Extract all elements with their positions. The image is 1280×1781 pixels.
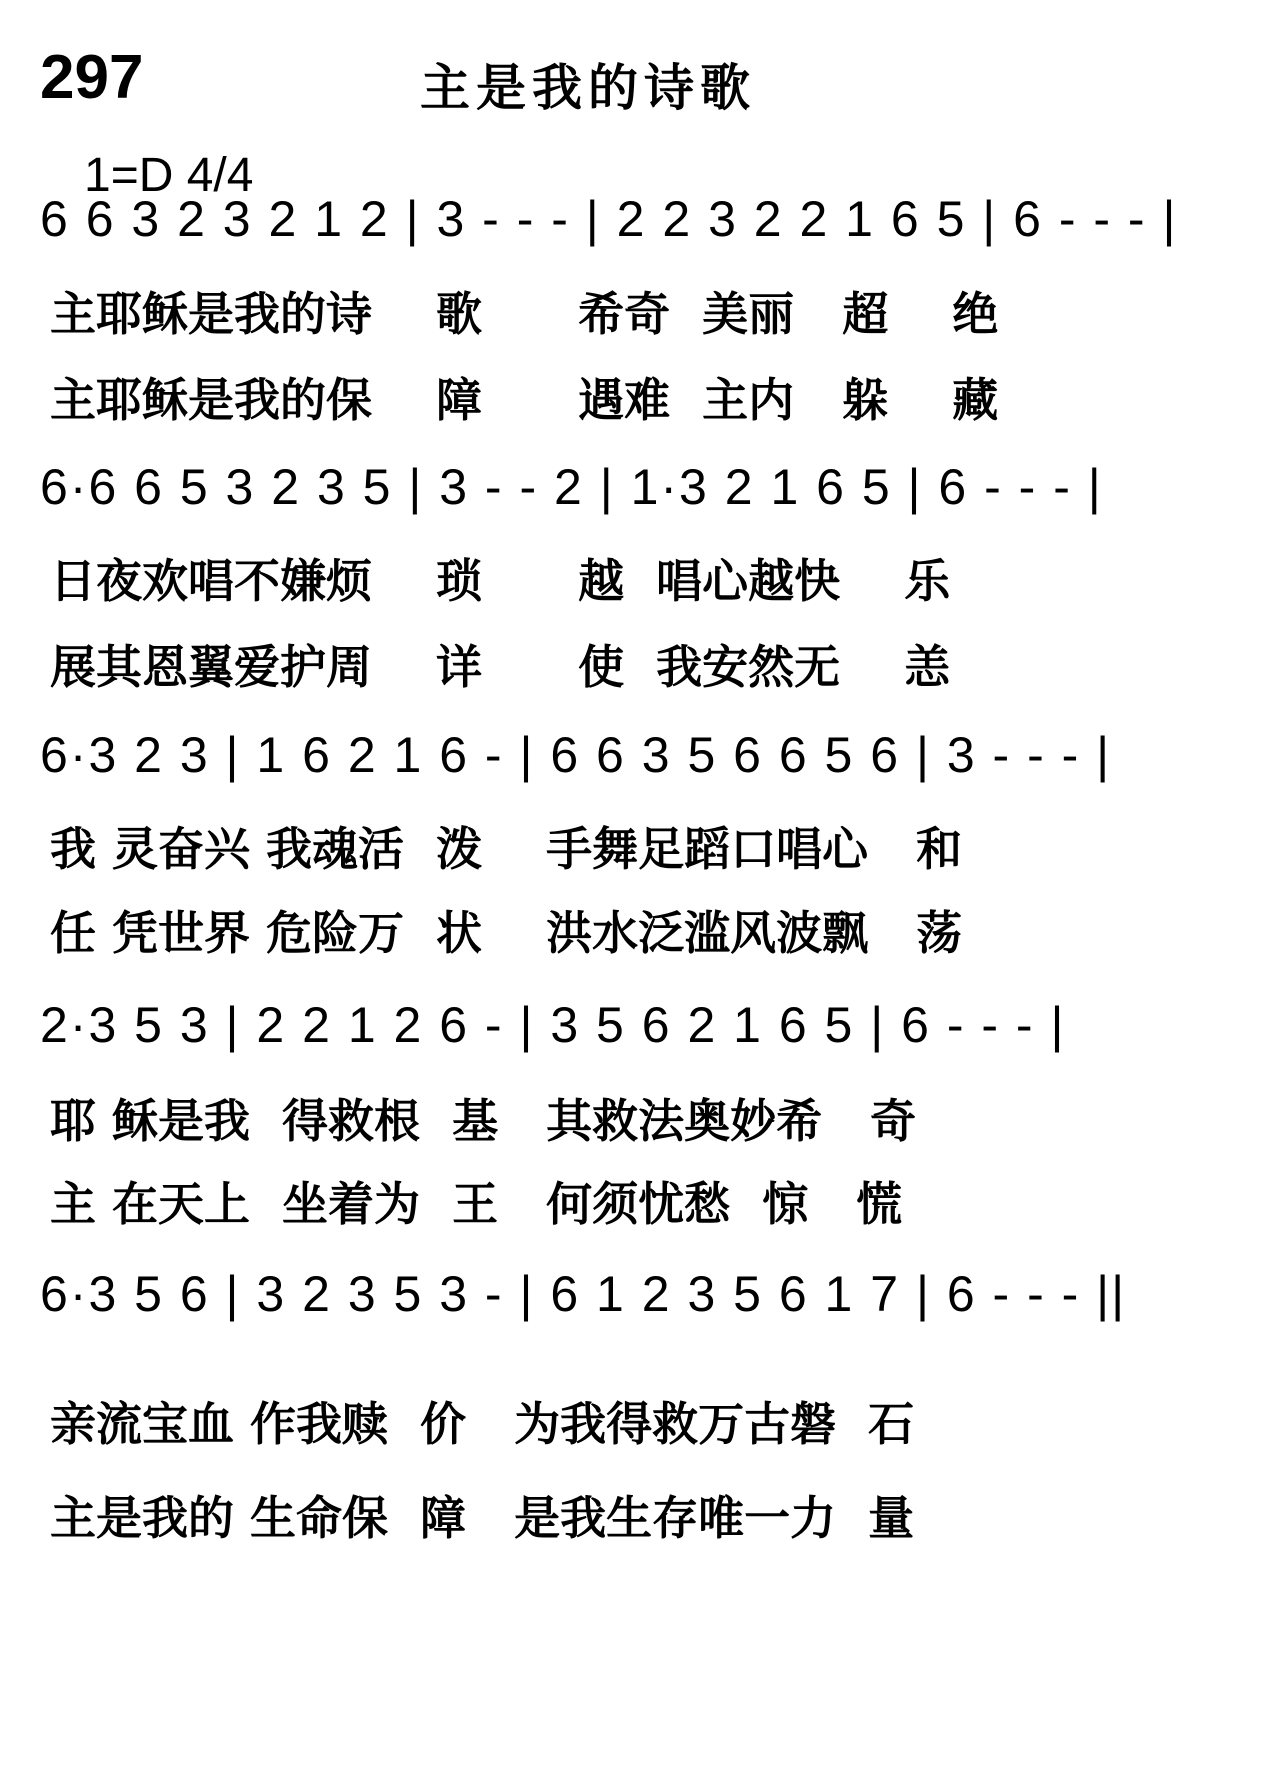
lyric-line-2-verse-1: 日夜欢唱不嫌烦 琐 越 唱心越快 乐 bbox=[50, 554, 951, 608]
notation-line-1: 6 6 3 2 3 2 1 2 | 3 - - - | 2 2 3 2 2 1 6 5 | 6 - - - | bbox=[40, 191, 1178, 247]
lyric-line-5-verse-1: 亲流宝血 作我赎 价 为我得救万古磐 石 bbox=[50, 1397, 915, 1451]
lyric-line-3-verse-2: 任 凭世界 危险万 状 洪水泛滥风波飘 荡 bbox=[50, 906, 963, 960]
hymn-number: 297 bbox=[40, 43, 144, 112]
notation-line-4: 2·3 5 3 | 2 2 1 2 6 - | 3 5 6 2 1 6 5 | 6 - - - | bbox=[40, 997, 1066, 1053]
lyric-line-1-verse-1: 主耶稣是我的诗 歌 希奇 美丽 超 绝 bbox=[50, 287, 999, 341]
lyric-line-4-verse-2: 主 在天上 坐着为 王 何须忧愁 惊 慌 bbox=[50, 1177, 903, 1231]
notation-line-2: 6·6 6 5 3 2 3 5 | 3 - - 2 | 1·3 2 1 6 5 | 6 - - - | bbox=[40, 459, 1103, 515]
lyric-line-1-verse-2: 主耶稣是我的保 障 遇难 主内 躲 藏 bbox=[50, 373, 999, 427]
lyric-line-5-verse-2: 主是我的 生命保 障 是我生存唯一力 量 bbox=[50, 1491, 915, 1545]
lyric-line-2-verse-2: 展其恩翼爱护周 详 使 我安然无 恙 bbox=[50, 640, 951, 694]
notation-line-3: 6·3 2 3 | 1 6 2 1 6 - | 6 6 3 5 6 6 5 6 | 3 - - - | bbox=[40, 727, 1112, 783]
lyric-line-4-verse-1: 耶 稣是我 得救根 基 其救法奥妙希 奇 bbox=[50, 1094, 917, 1148]
hymn-title: 主是我的诗歌 bbox=[420, 59, 756, 117]
lyric-line-3-verse-1: 我 灵奋兴 我魂活 泼 手舞足蹈口唱心 和 bbox=[50, 822, 963, 876]
notation-line-5: 6·3 5 6 | 3 2 3 5 3 - | 6 1 2 3 5 6 1 7 | 6 - - - || bbox=[40, 1266, 1127, 1322]
key-signature: 1=D 4/4 bbox=[84, 149, 254, 202]
